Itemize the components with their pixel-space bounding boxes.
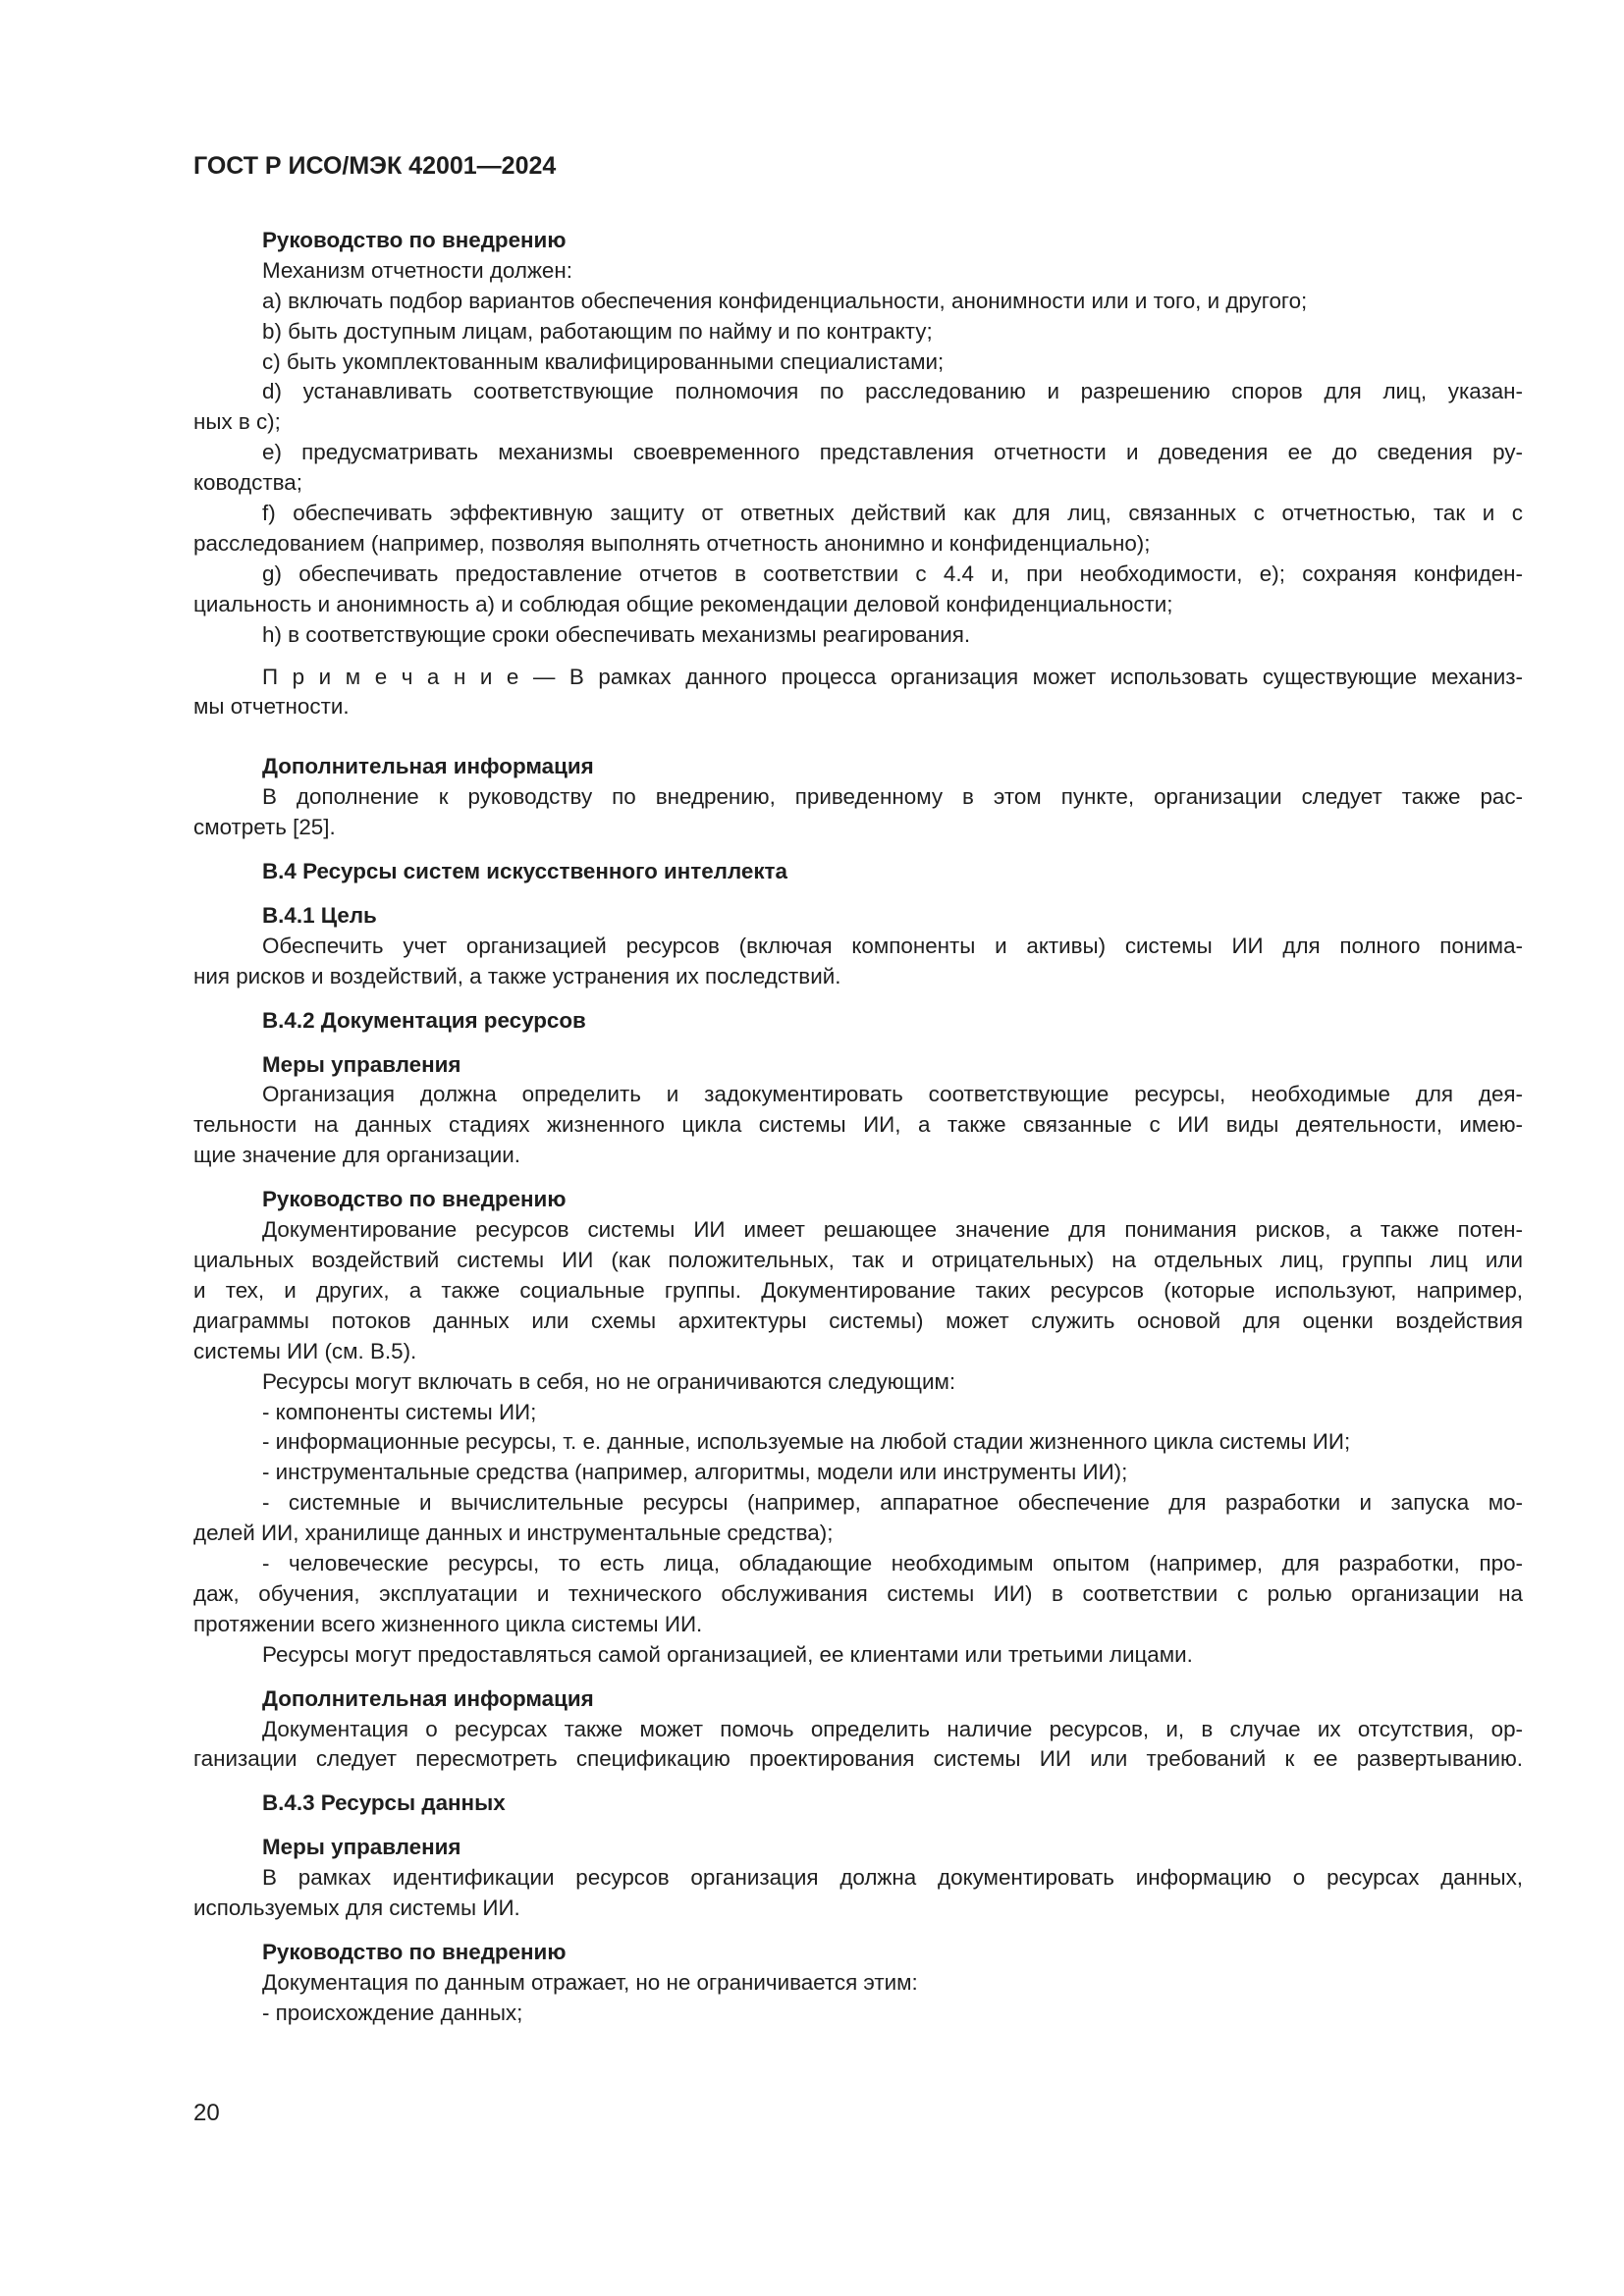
text-line: даж, обучения, эксплуатации и технического обслуживания системы ИИ) в соответствии с ролью организации на — [193, 1581, 1523, 1606]
text-line: c) быть укомплектованным квалифицированными специалистами; — [262, 349, 945, 374]
text-line: ния рисков и воздействий, а также устранения их последствий. — [193, 964, 841, 988]
text-line: ганизации следует пересмотреть спецификацию проектирования системы ИИ или требований к ее развертыванию. — [193, 1746, 1523, 1771]
text-line: П р и м е ч а н и е — В рамках данного процесса организация может использовать существующие механиз- — [262, 665, 1523, 689]
text-line: - инструментальные средства (например, алгоритмы, модели или инструменты ИИ); — [262, 1460, 1128, 1484]
section-heading: Руководство по внедрению — [262, 228, 567, 252]
text-line: Обеспечить учет организацией ресурсов (включая компоненты и активы) системы ИИ для полного понима- — [262, 934, 1523, 958]
text-line: тельности на данных стадиях жизненного цикла системы ИИ, а также связанные с ИИ виды деятельности, имею- — [193, 1112, 1523, 1137]
text-line: мы отчетности. — [193, 694, 350, 719]
text-line: циальность и анонимность a) и соблюдая общие рекомендации деловой конфиденциальности; — [193, 592, 1173, 616]
text-line: Документирование ресурсов системы ИИ имеет решающее значение для понимания рисков, а также потен- — [262, 1217, 1523, 1242]
section-heading: B.4.1 Цель — [262, 903, 377, 928]
text-line: смотреть [25]. — [193, 815, 336, 839]
text-line: d) устанавливать соответствующие полномочия по расследованию и разрешению споров для лиц, указан- — [262, 379, 1523, 403]
text-line: h) в соответствующие сроки обеспечивать механизмы реагирования. — [262, 622, 971, 647]
text-line: ных в c); — [193, 409, 281, 434]
text-line: f) обеспечивать эффективную защиту от ответных действий как для лиц, связанных с отчетностью, так и с — [262, 501, 1523, 525]
text-line: протяжении всего жизненного цикла системы ИИ. — [193, 1612, 703, 1636]
text-line: Организация должна определить и задокументировать соответствующие ресурсы, необходимые для дея- — [262, 1082, 1523, 1106]
text-line: e) предусматривать механизмы своевременного представления отчетности и доведения ее до сведения ру- — [262, 440, 1523, 464]
text-line: расследованием (например, позволяя выполнять отчетность анонимно и конфиденциально); — [193, 531, 1151, 556]
text-line: Механизм отчетности должен: — [262, 258, 572, 283]
section-heading: Руководство по внедрению — [262, 1187, 567, 1211]
text-line: - происхождение данных; — [262, 2001, 523, 2025]
text-line: циальных воздействий системы ИИ (как положительных, так и отрицательных) на отдельных лиц, группы лиц или — [193, 1248, 1523, 1272]
text-line: используемых для системы ИИ. — [193, 1896, 520, 1920]
page-number: 20 — [193, 2100, 220, 2126]
text-line: g) обеспечивать предоставление отчетов в соответствии с 4.4 и, при необходимости, e); сохраняя конфиден- — [262, 561, 1523, 586]
text-line: В рамках идентификации ресурсов организация должна документировать информацию о ресурсах данных, — [262, 1865, 1523, 1890]
text-line: a) включать подбор вариантов обеспечения конфиденциальности, анонимности или и того, и другого; — [262, 289, 1308, 313]
text-line: b) быть доступным лицам, работающим по найму и по контракту; — [262, 319, 933, 344]
text-line: делей ИИ, хранилище данных и инструментальные средства); — [193, 1521, 834, 1545]
text-line: Документация о ресурсах также может помочь определить наличие ресурсов, и, в случае их отсутствия, ор- — [262, 1717, 1523, 1741]
text-line: и тех, и других, а также социальные группы. Документирование таких ресурсов (которые используют, например, — [193, 1278, 1523, 1303]
section-heading: Меры управления — [262, 1835, 461, 1859]
text-line: Ресурсы могут предоставляться самой организацией, ее клиентами или третьими лицами. — [262, 1642, 1193, 1667]
section-heading: B.4 Ресурсы систем искусственного интеллекта — [262, 859, 787, 883]
section-heading: Дополнительная информация — [262, 754, 594, 778]
text-line: В дополнение к руководству по внедрению, приведенному в этом пункте, организации следует также рас- — [262, 784, 1523, 809]
text-line: - информационные ресурсы, т. е. данные, используемые на любой стадии жизненного цикла системы ИИ; — [262, 1429, 1351, 1454]
text-line: Ресурсы могут включать в себя, но не ограничиваются следующим: — [262, 1369, 956, 1394]
text-line: - человеческие ресурсы, то есть лица, обладающие необходимым опытом (например, для разработки, про- — [262, 1551, 1523, 1575]
section-heading: B.4.2 Документация ресурсов — [262, 1008, 586, 1033]
text-line: - системные и вычислительные ресурсы (например, аппаратное обеспечение для разработки и запуска мо- — [262, 1490, 1523, 1515]
section-heading: Дополнительная информация — [262, 1686, 594, 1711]
text-line: системы ИИ (см. B.5). — [193, 1339, 417, 1363]
section-heading: Руководство по внедрению — [262, 1940, 567, 1964]
text-line: ководства; — [193, 470, 302, 495]
text-line: диаграммы потоков данных или схемы архитектуры системы) может служить основой для оценки воздействия — [193, 1308, 1523, 1333]
text-line: - компоненты системы ИИ; — [262, 1400, 537, 1424]
section-heading: B.4.3 Ресурсы данных — [262, 1790, 506, 1815]
document-header: ГОСТ Р ИСО/МЭК 42001—2024 — [193, 152, 557, 180]
text-line: Документация по данным отражает, но не ограничивается этим: — [262, 1970, 918, 1995]
section-heading: Меры управления — [262, 1052, 461, 1077]
text-line: щие значение для организации. — [193, 1143, 521, 1167]
